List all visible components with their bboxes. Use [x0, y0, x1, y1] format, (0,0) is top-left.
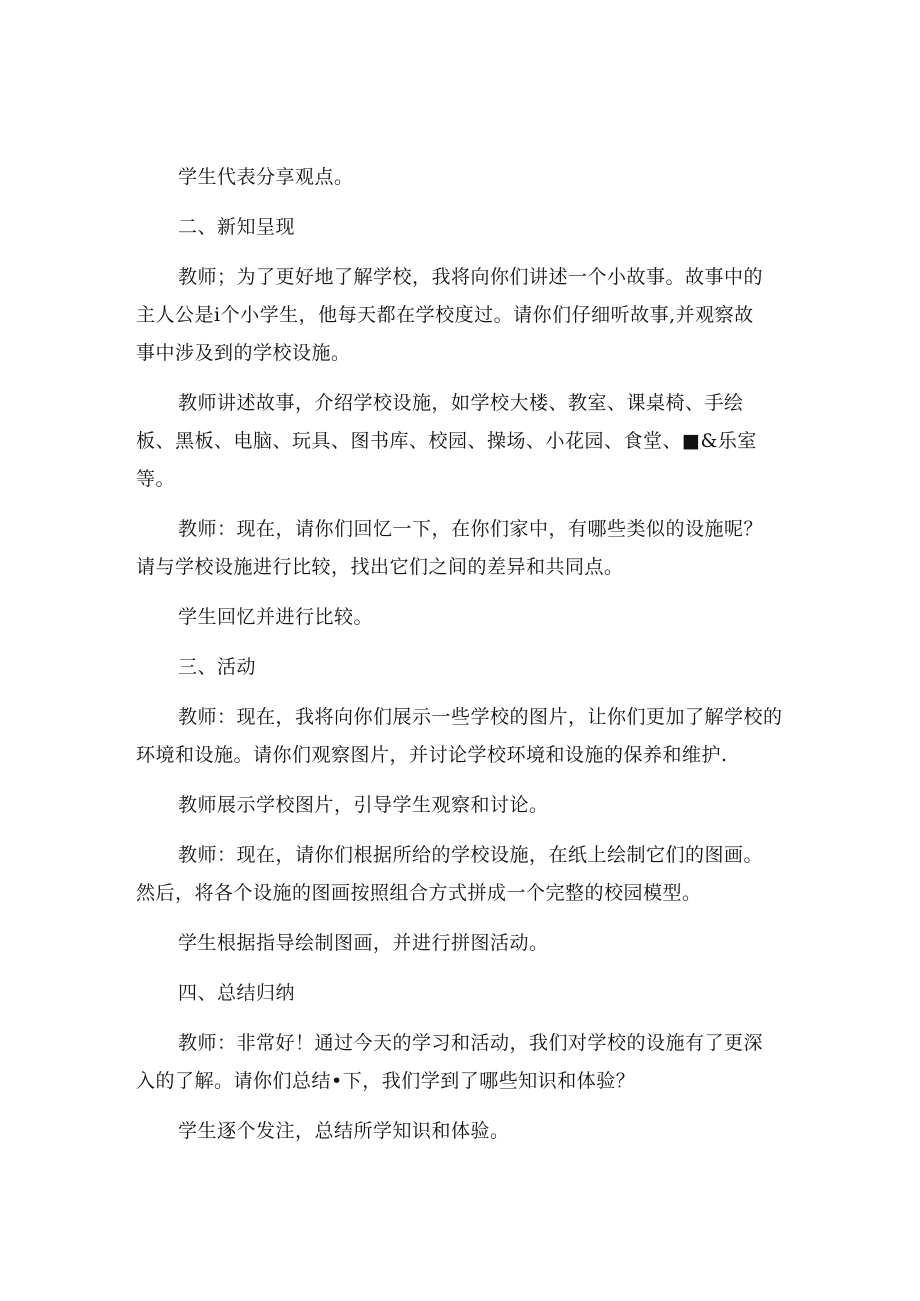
paragraph-line: 事中涉及到的学校设施。 [136, 342, 351, 364]
paragraph [136, 836, 796, 912]
paragraph [136, 924, 796, 962]
paragraph-line: 然后，将各个设施的图画按照组合方式拼成一个完整的校园模型。 [136, 882, 702, 904]
paragraph [136, 598, 796, 636]
paragraph [136, 698, 796, 774]
paragraph-line: 学生根据指导绘制图画，并进行拼图活动。 [178, 932, 549, 954]
paragraph [136, 158, 796, 196]
paragraph-line: 板、黑板、电脑、玩具、图书库、校园、操场、小花园、食堂、■&乐室 [136, 430, 757, 452]
paragraph [136, 258, 796, 372]
paragraph-line: 学生回忆并进行比较。 [178, 606, 374, 628]
section-heading [136, 208, 796, 246]
paragraph-line: 教师：现在，请你们回忆一下，在你们家中，有哪些类似的设施呢？ [178, 518, 764, 540]
paragraph [136, 786, 796, 824]
paragraph-line: 请与学校设施进行比较，找出它们之间的差异和共同点。 [136, 556, 624, 578]
paragraph-line: 主人公是i个小学生，他每天都在学校度过。请你们仔细听故事,并观察故 [136, 304, 754, 326]
section-heading [136, 974, 796, 1012]
paragraph-line: 学生代表分享观点。 [178, 166, 354, 188]
section-heading [136, 648, 796, 686]
section-heading-text: 四、总结归纳 [178, 982, 296, 1004]
section-heading-text: 三、活动 [178, 656, 257, 678]
paragraph-line: 教师；为了更好地了解学校，我将向你们讲述一个小故事。故事中的 [178, 266, 764, 288]
paragraph [136, 1112, 796, 1150]
paragraph-line: 学生逐个发注，总结所学知识和体验。 [178, 1120, 510, 1142]
paragraph-line: 环境和设施。请你们观察图片，并讨论学校环境和设施的保养和维护. [136, 744, 728, 766]
paragraph-line: 入的了解。请你们总结•下，我们学到了哪些知识和体验？ [136, 1070, 636, 1092]
paragraph-line: 教师：非常好！通过今天的学习和活动，我们对学校的设施有了更深 [178, 1032, 764, 1054]
paragraph [136, 1024, 796, 1100]
paragraph-line: 等。 [136, 468, 176, 490]
paragraph-line: 教师：现在，请你们根据所给的学校设施，在纸上绘制它们的图画。 [178, 844, 764, 866]
document-body [136, 158, 796, 1162]
paragraph-line: 教师讲述故事，介绍学校设施，如学校大楼、教室、课桌椅、手绘 [178, 392, 744, 414]
paragraph-line: 教师：现在，我将向你们展示一些学校的图片，让你们更加了解学校的 [178, 706, 783, 728]
paragraph [136, 384, 796, 498]
paragraph [136, 510, 796, 586]
paragraph-line: 教师展示学校图片，引导学生观察和讨论。 [178, 794, 549, 816]
section-heading-text: 二、新知呈现 [178, 216, 296, 238]
